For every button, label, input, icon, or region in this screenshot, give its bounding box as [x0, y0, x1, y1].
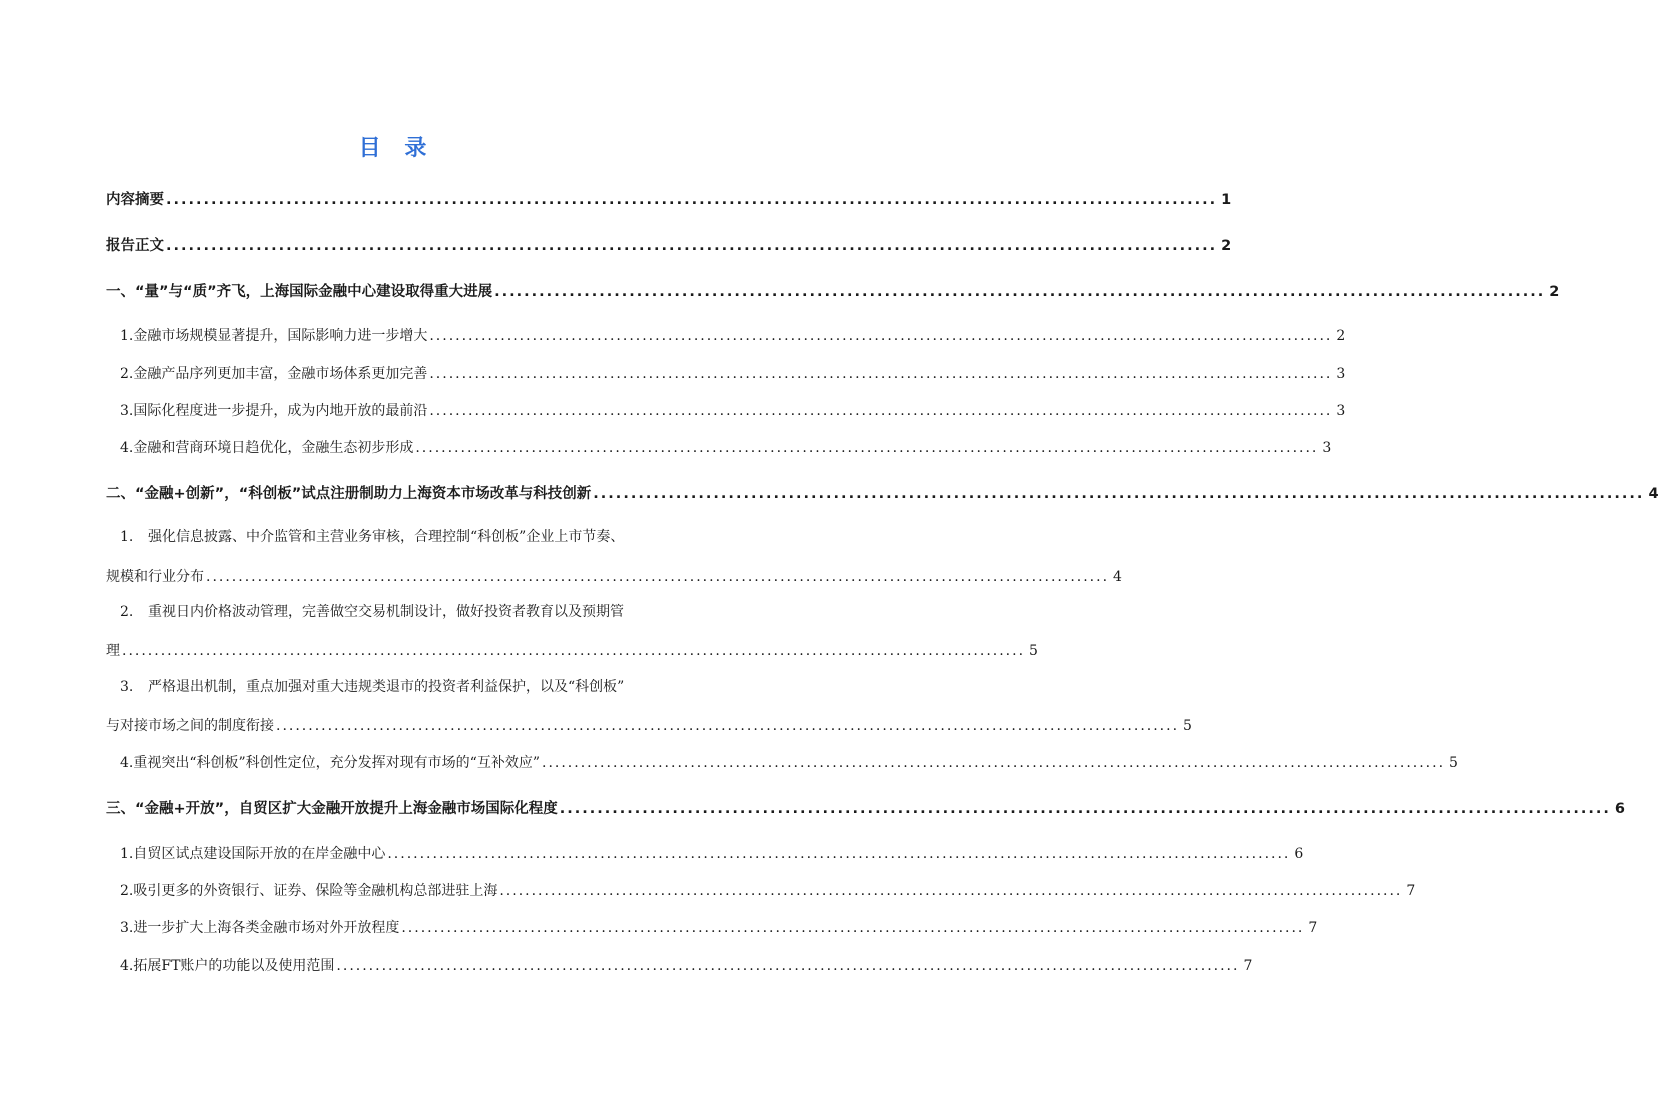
toc-page-number: 3	[1336, 366, 1346, 382]
toc-item-number: 4.	[120, 755, 134, 771]
toc-entry-text: 金融市场规模显著提升，国际影响力进一步增大	[133, 328, 428, 344]
toc-entry-summary[interactable]	[106, 188, 1232, 210]
toc-entry-text: 拓展FT账户的功能以及使用范围	[133, 958, 335, 974]
toc-page-number: 7	[1406, 883, 1416, 899]
leader-dots: ............................................................................................................................................	[494, 284, 1546, 300]
toc-item-number: 2.	[120, 883, 134, 899]
toc-item-number: 3.	[120, 920, 134, 936]
toc-entry-1-4[interactable]	[106, 436, 1332, 458]
toc-item-number: 1.	[120, 328, 134, 344]
leader-dots: ............................................................................................................................................	[415, 440, 1319, 456]
toc-page-number: 4	[1113, 569, 1122, 585]
toc-entry-line	[106, 565, 1122, 587]
toc-entry-text: 金融和营商环境日趋优化，金融生态初步形成	[133, 440, 414, 456]
leader-dots: ............................................................................................................................................	[387, 846, 1291, 862]
toc-item-number: 3.	[120, 403, 134, 419]
leader-dots: ............................................................................................................................................	[593, 486, 1645, 502]
leader-dots: ............................................................................................................................................	[276, 718, 1180, 734]
leader-dots: ............................................................................................................................................	[122, 643, 1026, 659]
toc-entry-2-4[interactable]	[106, 751, 1458, 773]
toc-page-number: 1	[1221, 192, 1232, 208]
toc-item-number: 2.	[120, 604, 134, 620]
toc-entry-3-3[interactable]	[106, 916, 1318, 938]
toc-entry-text: 强化信息披露、中介监管和主营业务审核，合理控制“科创板”企业上市节奏、	[148, 529, 625, 545]
toc-page-number: 5	[1183, 718, 1192, 734]
toc-entry-text: 重视突出“科创板”科创性定位，充分发挥对现有市场的“互补效应”	[133, 755, 540, 771]
toc-entry-text: 国际化程度进一步提升，成为内地开放的最前沿	[133, 403, 428, 419]
toc-entry-1-3[interactable]	[106, 399, 1346, 421]
toc-entry-text: 规模和行业分布	[106, 569, 204, 585]
leader-dots: ............................................................................................................................................	[559, 801, 1611, 817]
toc-entry-3-2[interactable]	[106, 879, 1416, 901]
leader-dots: ............................................................................................................................................	[336, 958, 1240, 974]
toc-page-number: 2	[1549, 284, 1560, 300]
toc-entry-line	[106, 602, 696, 624]
toc-entry-text: 进一步扩大上海各类金融市场对外开放程度	[133, 920, 400, 936]
toc-page-number: 6	[1614, 801, 1625, 817]
toc-page-number: 5	[1029, 643, 1038, 659]
toc-entry-3-1[interactable]	[106, 842, 1304, 864]
toc-entry-text: 三、“金融+开放”，自贸区扩大金融开放提升上海金融市场国际化程度	[106, 801, 558, 817]
toc-entry-text: 二、“金融+创新”，“科创板”试点注册制助力上海资本市场改革与科技创新	[106, 486, 592, 502]
toc-page-number: 2	[1336, 328, 1346, 344]
toc-entry-line	[106, 639, 1038, 661]
leader-dots: ............................................................................................................................................	[429, 403, 1333, 419]
leader-dots: ............................................................................................................................................	[542, 755, 1446, 771]
toc-entry-section-2[interactable]	[106, 482, 1659, 504]
toc-page-number: 4	[1648, 486, 1659, 502]
toc-entry-3-4[interactable]	[106, 954, 1253, 976]
toc-entry-text: 与对接市场之间的制度衔接	[106, 718, 274, 734]
toc-item-number: 1.	[120, 529, 134, 545]
toc-page-number: 5	[1449, 755, 1458, 771]
toc-entry-text: 理	[106, 643, 120, 659]
toc-item-number: 2.	[120, 366, 134, 382]
toc-entry-section-3[interactable]	[106, 797, 1625, 819]
toc-entry-line	[106, 677, 696, 699]
leader-dots: ............................................................................................................................................	[429, 366, 1333, 382]
toc-entry-text: 金融产品序列更加丰富，金融市场体系更加完善	[133, 366, 428, 382]
leader-dots: ............................................................................................................................................	[429, 328, 1333, 344]
toc-entry-1-1[interactable]	[106, 324, 1346, 346]
leader-dots: ............................................................................................................................................	[499, 883, 1403, 899]
toc-entry-line	[106, 527, 696, 549]
toc-entry-section-1[interactable]	[106, 280, 1560, 302]
toc-page-number: 3	[1336, 403, 1346, 419]
toc-title: 目 录	[358, 136, 435, 161]
toc-page-number: 7	[1308, 920, 1318, 936]
toc-entry-text: 报告正文	[106, 238, 164, 254]
leader-dots: ............................................................................................................................................	[166, 192, 1218, 208]
leader-dots: ............................................................................................................................................	[401, 920, 1305, 936]
toc-entry-line	[106, 714, 1192, 736]
toc-page-number: 6	[1294, 846, 1304, 862]
toc-page-number: 3	[1322, 440, 1332, 456]
toc-entry-text: 自贸区试点建设国际开放的在岸金融中心	[133, 846, 386, 862]
toc-item-number: 4.	[120, 440, 134, 456]
toc-entry-text: 内容摘要	[106, 192, 164, 208]
toc-entry-text: 重视日内价格波动管理，完善做空交易机制设计，做好投资者教育以及预期管	[148, 604, 624, 620]
toc-entry-report-body[interactable]	[106, 234, 1232, 256]
toc-item-number: 3.	[120, 679, 134, 695]
toc-page-number: 2	[1221, 238, 1232, 254]
toc-page-number: 7	[1243, 958, 1253, 974]
toc-entry-text: 一、“量”与“质”齐飞，上海国际金融中心建设取得重大进展	[106, 284, 493, 300]
toc-entry-text: 严格退出机制，重点加强对重大违规类退市的投资者利益保护，以及“科创板”	[148, 679, 625, 695]
toc-item-number: 4.	[120, 958, 134, 974]
leader-dots: ............................................................................................................................................	[206, 569, 1110, 585]
toc-entry-text: 吸引更多的外资银行、证券、保险等金融机构总部进驻上海	[133, 883, 498, 899]
toc-entry-1-2[interactable]	[106, 362, 1346, 384]
leader-dots: ............................................................................................................................................	[166, 238, 1218, 254]
toc-item-number: 1.	[120, 846, 134, 862]
